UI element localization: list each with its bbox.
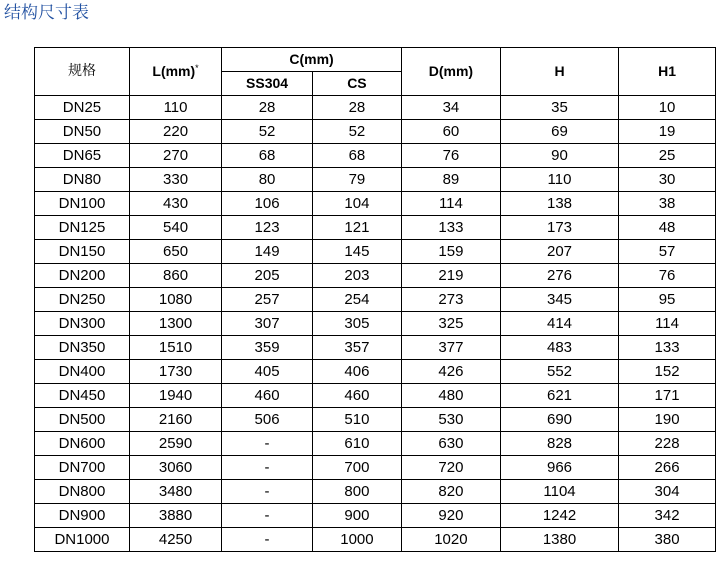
cell-cs: 510 (312, 408, 401, 432)
cell-h: 1104 (500, 480, 618, 504)
cell-d: 159 (401, 240, 500, 264)
cell-l: 3880 (129, 504, 221, 528)
cell-d: 820 (401, 480, 500, 504)
cell-ss304: 257 (222, 288, 313, 312)
cell-h1: 25 (619, 144, 716, 168)
cell-l: 1940 (129, 384, 221, 408)
cell-h: 966 (500, 456, 618, 480)
cell-ss304: 123 (222, 216, 313, 240)
cell-d: 34 (401, 96, 500, 120)
cell-cs: 1000 (312, 528, 401, 552)
cell-d: 1020 (401, 528, 500, 552)
cell-h: 828 (500, 432, 618, 456)
cell-d: 630 (401, 432, 500, 456)
cell-d: 114 (401, 192, 500, 216)
cell-h1: 152 (619, 360, 716, 384)
cell-l: 110 (129, 96, 221, 120)
cell-cs: 900 (312, 504, 401, 528)
cell-cs: 700 (312, 456, 401, 480)
cell-cs: 800 (312, 480, 401, 504)
cell-ss304: 405 (222, 360, 313, 384)
cell-cs: 305 (312, 312, 401, 336)
cell-h: 138 (500, 192, 618, 216)
cell-ss304: 68 (222, 144, 313, 168)
table-row (35, 264, 716, 288)
header-h: H (500, 48, 618, 96)
cell-d: 60 (401, 120, 500, 144)
cell-ss304: 52 (222, 120, 313, 144)
cell-dn: DN450 (35, 384, 130, 408)
cell-cs: 68 (312, 144, 401, 168)
cell-ss304: 149 (222, 240, 313, 264)
cell-h: 90 (500, 144, 618, 168)
header-l-label: L(mm) (152, 63, 196, 79)
cell-ss304: 506 (222, 408, 313, 432)
cell-h: 483 (500, 336, 618, 360)
cell-h: 621 (500, 384, 618, 408)
cell-dn: DN400 (35, 360, 130, 384)
cell-l: 1300 (129, 312, 221, 336)
cell-h1: 38 (619, 192, 716, 216)
cell-h: 35 (500, 96, 618, 120)
cell-ss304: - (222, 504, 313, 528)
cell-h1: 171 (619, 384, 716, 408)
cell-dn: DN50 (35, 120, 130, 144)
table-row (35, 120, 716, 144)
cell-d: 920 (401, 504, 500, 528)
cell-d: 325 (401, 312, 500, 336)
cell-cs: 357 (312, 336, 401, 360)
cell-h: 414 (500, 312, 618, 336)
cell-dn: DN250 (35, 288, 130, 312)
cell-l: 330 (129, 168, 221, 192)
cell-h1: 30 (619, 168, 716, 192)
cell-h1: 228 (619, 432, 716, 456)
table-row (35, 408, 716, 432)
cell-h1: 76 (619, 264, 716, 288)
cell-l: 1730 (129, 360, 221, 384)
cell-h: 345 (500, 288, 618, 312)
table-row (35, 192, 716, 216)
cell-h1: 342 (619, 504, 716, 528)
cell-l: 2590 (129, 432, 221, 456)
cell-l: 270 (129, 144, 221, 168)
cell-d: 530 (401, 408, 500, 432)
cell-d: 219 (401, 264, 500, 288)
cell-l: 430 (129, 192, 221, 216)
table-row (35, 480, 716, 504)
cell-ss304: - (222, 432, 313, 456)
cell-h1: 95 (619, 288, 716, 312)
page-title: 结构尺寸表 (4, 3, 89, 23)
table-row (35, 216, 716, 240)
cell-dn: DN300 (35, 312, 130, 336)
cell-d: 89 (401, 168, 500, 192)
cell-cs: 406 (312, 360, 401, 384)
cell-h1: 266 (619, 456, 716, 480)
cell-l: 540 (129, 216, 221, 240)
header-d: D(mm) (401, 48, 500, 96)
cell-ss304: 28 (222, 96, 313, 120)
table-row (35, 432, 716, 456)
cell-d: 133 (401, 216, 500, 240)
header-c-cs: CS (312, 72, 401, 96)
cell-l: 4250 (129, 528, 221, 552)
cell-ss304: - (222, 456, 313, 480)
table-row (35, 96, 716, 120)
cell-h: 1380 (500, 528, 618, 552)
cell-dn: DN80 (35, 168, 130, 192)
cell-d: 273 (401, 288, 500, 312)
header-c-ss304: SS304 (222, 72, 313, 96)
cell-l: 220 (129, 120, 221, 144)
cell-dn: DN700 (35, 456, 130, 480)
cell-ss304: - (222, 480, 313, 504)
dimension-table (34, 47, 716, 552)
cell-h1: 48 (619, 216, 716, 240)
table-row (35, 288, 716, 312)
cell-d: 480 (401, 384, 500, 408)
cell-dn: DN100 (35, 192, 130, 216)
cell-h1: 57 (619, 240, 716, 264)
cell-h: 110 (500, 168, 618, 192)
header-c: C(mm) (222, 48, 402, 72)
cell-dn: DN600 (35, 432, 130, 456)
table-row (35, 360, 716, 384)
cell-h1: 10 (619, 96, 716, 120)
table-row (35, 240, 716, 264)
cell-cs: 104 (312, 192, 401, 216)
header-h1: H1 (619, 48, 716, 96)
cell-cs: 28 (312, 96, 401, 120)
cell-ss304: 106 (222, 192, 313, 216)
cell-h: 69 (500, 120, 618, 144)
cell-ss304: 205 (222, 264, 313, 288)
cell-ss304: 460 (222, 384, 313, 408)
cell-l: 2160 (129, 408, 221, 432)
cell-ss304: 307 (222, 312, 313, 336)
cell-h: 552 (500, 360, 618, 384)
table-row (35, 144, 716, 168)
cell-ss304: 359 (222, 336, 313, 360)
cell-cs: 203 (312, 264, 401, 288)
cell-cs: 145 (312, 240, 401, 264)
table-row (35, 336, 716, 360)
cell-h1: 19 (619, 120, 716, 144)
cell-h1: 380 (619, 528, 716, 552)
cell-cs: 52 (312, 120, 401, 144)
cell-ss304: - (222, 528, 313, 552)
cell-h: 690 (500, 408, 618, 432)
cell-dn: DN1000 (35, 528, 130, 552)
cell-h: 207 (500, 240, 618, 264)
table-row (35, 456, 716, 480)
cell-l: 1510 (129, 336, 221, 360)
cell-cs: 460 (312, 384, 401, 408)
header-l-footnote-mark: * (195, 63, 199, 73)
header-spec: 规格 (35, 48, 130, 96)
cell-d: 377 (401, 336, 500, 360)
cell-dn: DN900 (35, 504, 130, 528)
cell-l: 3060 (129, 456, 221, 480)
header-row-top (35, 48, 716, 72)
cell-d: 76 (401, 144, 500, 168)
cell-dn: DN200 (35, 264, 130, 288)
cell-h1: 133 (619, 336, 716, 360)
cell-ss304: 80 (222, 168, 313, 192)
cell-cs: 254 (312, 288, 401, 312)
cell-h: 1242 (500, 504, 618, 528)
cell-l: 1080 (129, 288, 221, 312)
cell-dn: DN500 (35, 408, 130, 432)
table-row (35, 504, 716, 528)
cell-l: 650 (129, 240, 221, 264)
cell-h1: 190 (619, 408, 716, 432)
cell-h: 276 (500, 264, 618, 288)
cell-dn: DN125 (35, 216, 130, 240)
cell-dn: DN800 (35, 480, 130, 504)
table-row (35, 384, 716, 408)
cell-cs: 610 (312, 432, 401, 456)
cell-l: 3480 (129, 480, 221, 504)
cell-d: 426 (401, 360, 500, 384)
header-l (129, 48, 221, 96)
table-row (35, 168, 716, 192)
cell-h1: 114 (619, 312, 716, 336)
cell-dn: DN150 (35, 240, 130, 264)
cell-cs: 79 (312, 168, 401, 192)
cell-h1: 304 (619, 480, 716, 504)
table-body (35, 96, 716, 552)
table-row (35, 528, 716, 552)
cell-dn: DN25 (35, 96, 130, 120)
cell-dn: DN350 (35, 336, 130, 360)
cell-cs: 121 (312, 216, 401, 240)
cell-d: 720 (401, 456, 500, 480)
cell-h: 173 (500, 216, 618, 240)
cell-dn: DN65 (35, 144, 130, 168)
table-row (35, 312, 716, 336)
cell-l: 860 (129, 264, 221, 288)
